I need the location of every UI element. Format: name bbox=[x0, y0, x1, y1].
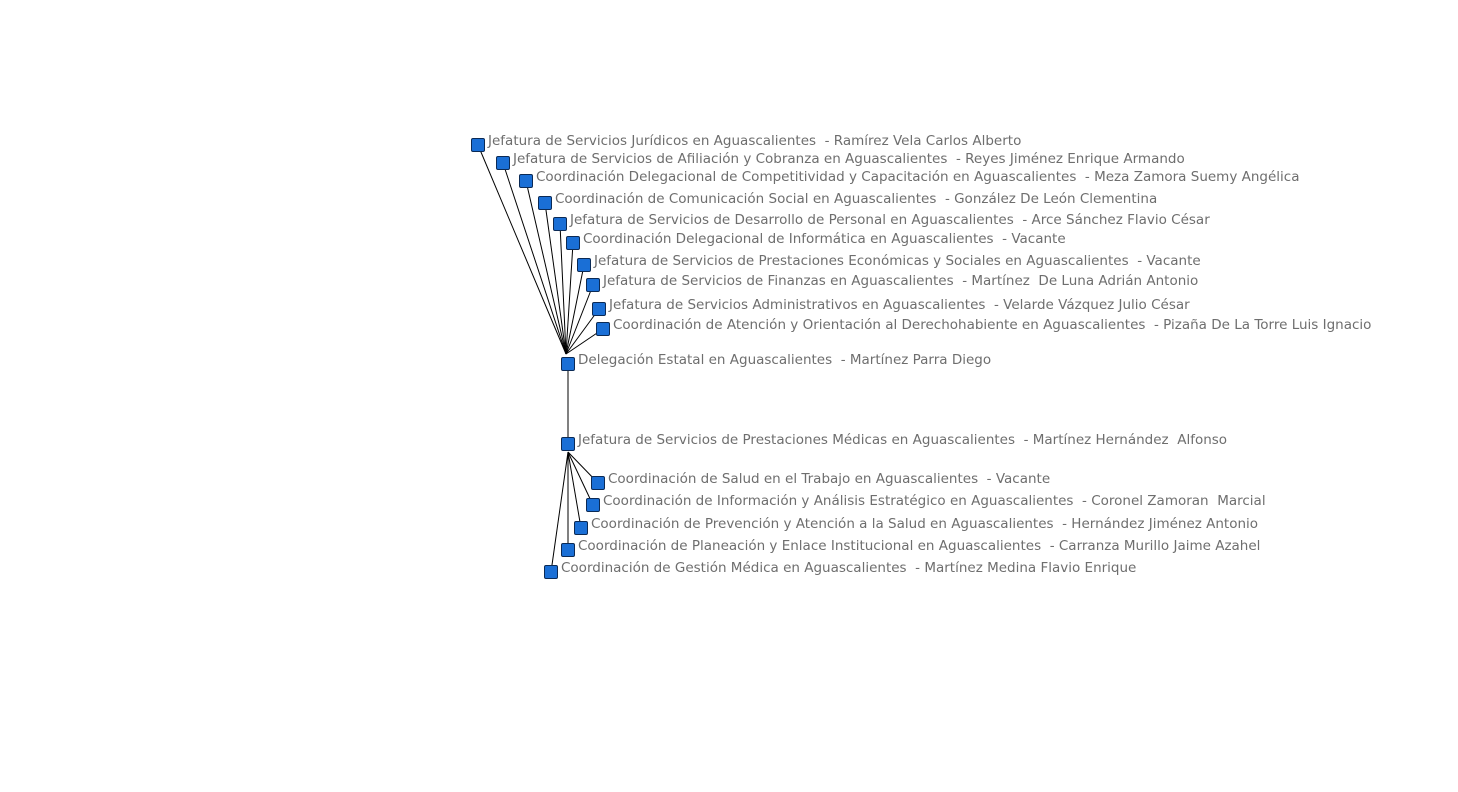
node-label-n6: Coordinación Delegacional de Informática en Aguascalientes - Vacante bbox=[583, 231, 1066, 247]
node-m1[interactable] bbox=[591, 476, 605, 490]
node-m3[interactable] bbox=[574, 521, 588, 535]
node-n9[interactable] bbox=[592, 302, 606, 316]
node-label-n1: Jefatura de Servicios Jurídicos en Aguascalientes - Ramírez Vela Carlos Alberto bbox=[488, 133, 1022, 149]
node-label-med: Jefatura de Servicios de Prestaciones Médicas en Aguascalientes - Martínez Hernández Alfonso bbox=[578, 432, 1228, 448]
node-label-n8: Jefatura de Servicios de Finanzas en Aguascalientes - Martínez De Luna Adrián Antonio bbox=[603, 273, 1199, 289]
node-label-n2: Jefatura de Servicios de Afiliación y Cobranza en Aguascalientes - Reyes Jiménez Enrique Armando bbox=[513, 151, 1185, 167]
node-label-n4: Coordinación de Comunicación Social en Aguascalientes - González De León Clementina bbox=[555, 191, 1158, 207]
node-n8[interactable] bbox=[586, 278, 600, 292]
node-n10[interactable] bbox=[596, 322, 610, 336]
node-label-m4: Coordinación de Planeación y Enlace Institucional en Aguascalientes - Carranza Murillo Jaime Azahel bbox=[578, 538, 1261, 554]
node-n2[interactable] bbox=[496, 156, 510, 170]
node-n1[interactable] bbox=[471, 138, 485, 152]
node-label-n5: Jefatura de Servicios de Desarrollo de Personal en Aguascalientes - Arce Sánchez Flavio César bbox=[570, 212, 1210, 228]
node-label-n3: Coordinación Delegacional de Competitividad y Capacitación en Aguascalientes - Meza Zamora Suemy Angélica bbox=[536, 169, 1300, 185]
node-label-m3: Coordinación de Prevención y Atención a la Salud en Aguascalientes - Hernández Jiménez Antonio bbox=[591, 516, 1259, 532]
node-m2[interactable] bbox=[586, 498, 600, 512]
node-label-root: Delegación Estatal en Aguascalientes - Martínez Parra Diego bbox=[578, 352, 992, 368]
node-label-n7: Jefatura de Servicios de Prestaciones Económicas y Sociales en Aguascalientes - Vacante bbox=[594, 253, 1201, 269]
node-root[interactable] bbox=[561, 357, 575, 371]
node-label-n9: Jefatura de Servicios Administrativos en Aguascalientes - Velarde Vázquez Julio César bbox=[609, 297, 1190, 313]
node-n4[interactable] bbox=[538, 196, 552, 210]
node-n7[interactable] bbox=[577, 258, 591, 272]
node-n3[interactable] bbox=[519, 174, 533, 188]
node-label-m1: Coordinación de Salud en el Trabajo en Aguascalientes - Vacante bbox=[608, 471, 1051, 487]
node-label-n10: Coordinación de Atención y Orientación al Derechohabiente en Aguascalientes - Pizaña De La Torre Luis Ignacio bbox=[613, 317, 1372, 333]
node-m4[interactable] bbox=[561, 543, 575, 557]
node-med[interactable] bbox=[561, 437, 575, 451]
node-m5[interactable] bbox=[544, 565, 558, 579]
node-n6[interactable] bbox=[566, 236, 580, 250]
node-label-m5: Coordinación de Gestión Médica en Aguascalientes - Martínez Medina Flavio Enrique bbox=[561, 560, 1137, 576]
node-label-m2: Coordinación de Información y Análisis Estratégico en Aguascalientes - Coronel Zamoran Marcial bbox=[603, 493, 1266, 509]
node-n5[interactable] bbox=[553, 217, 567, 231]
